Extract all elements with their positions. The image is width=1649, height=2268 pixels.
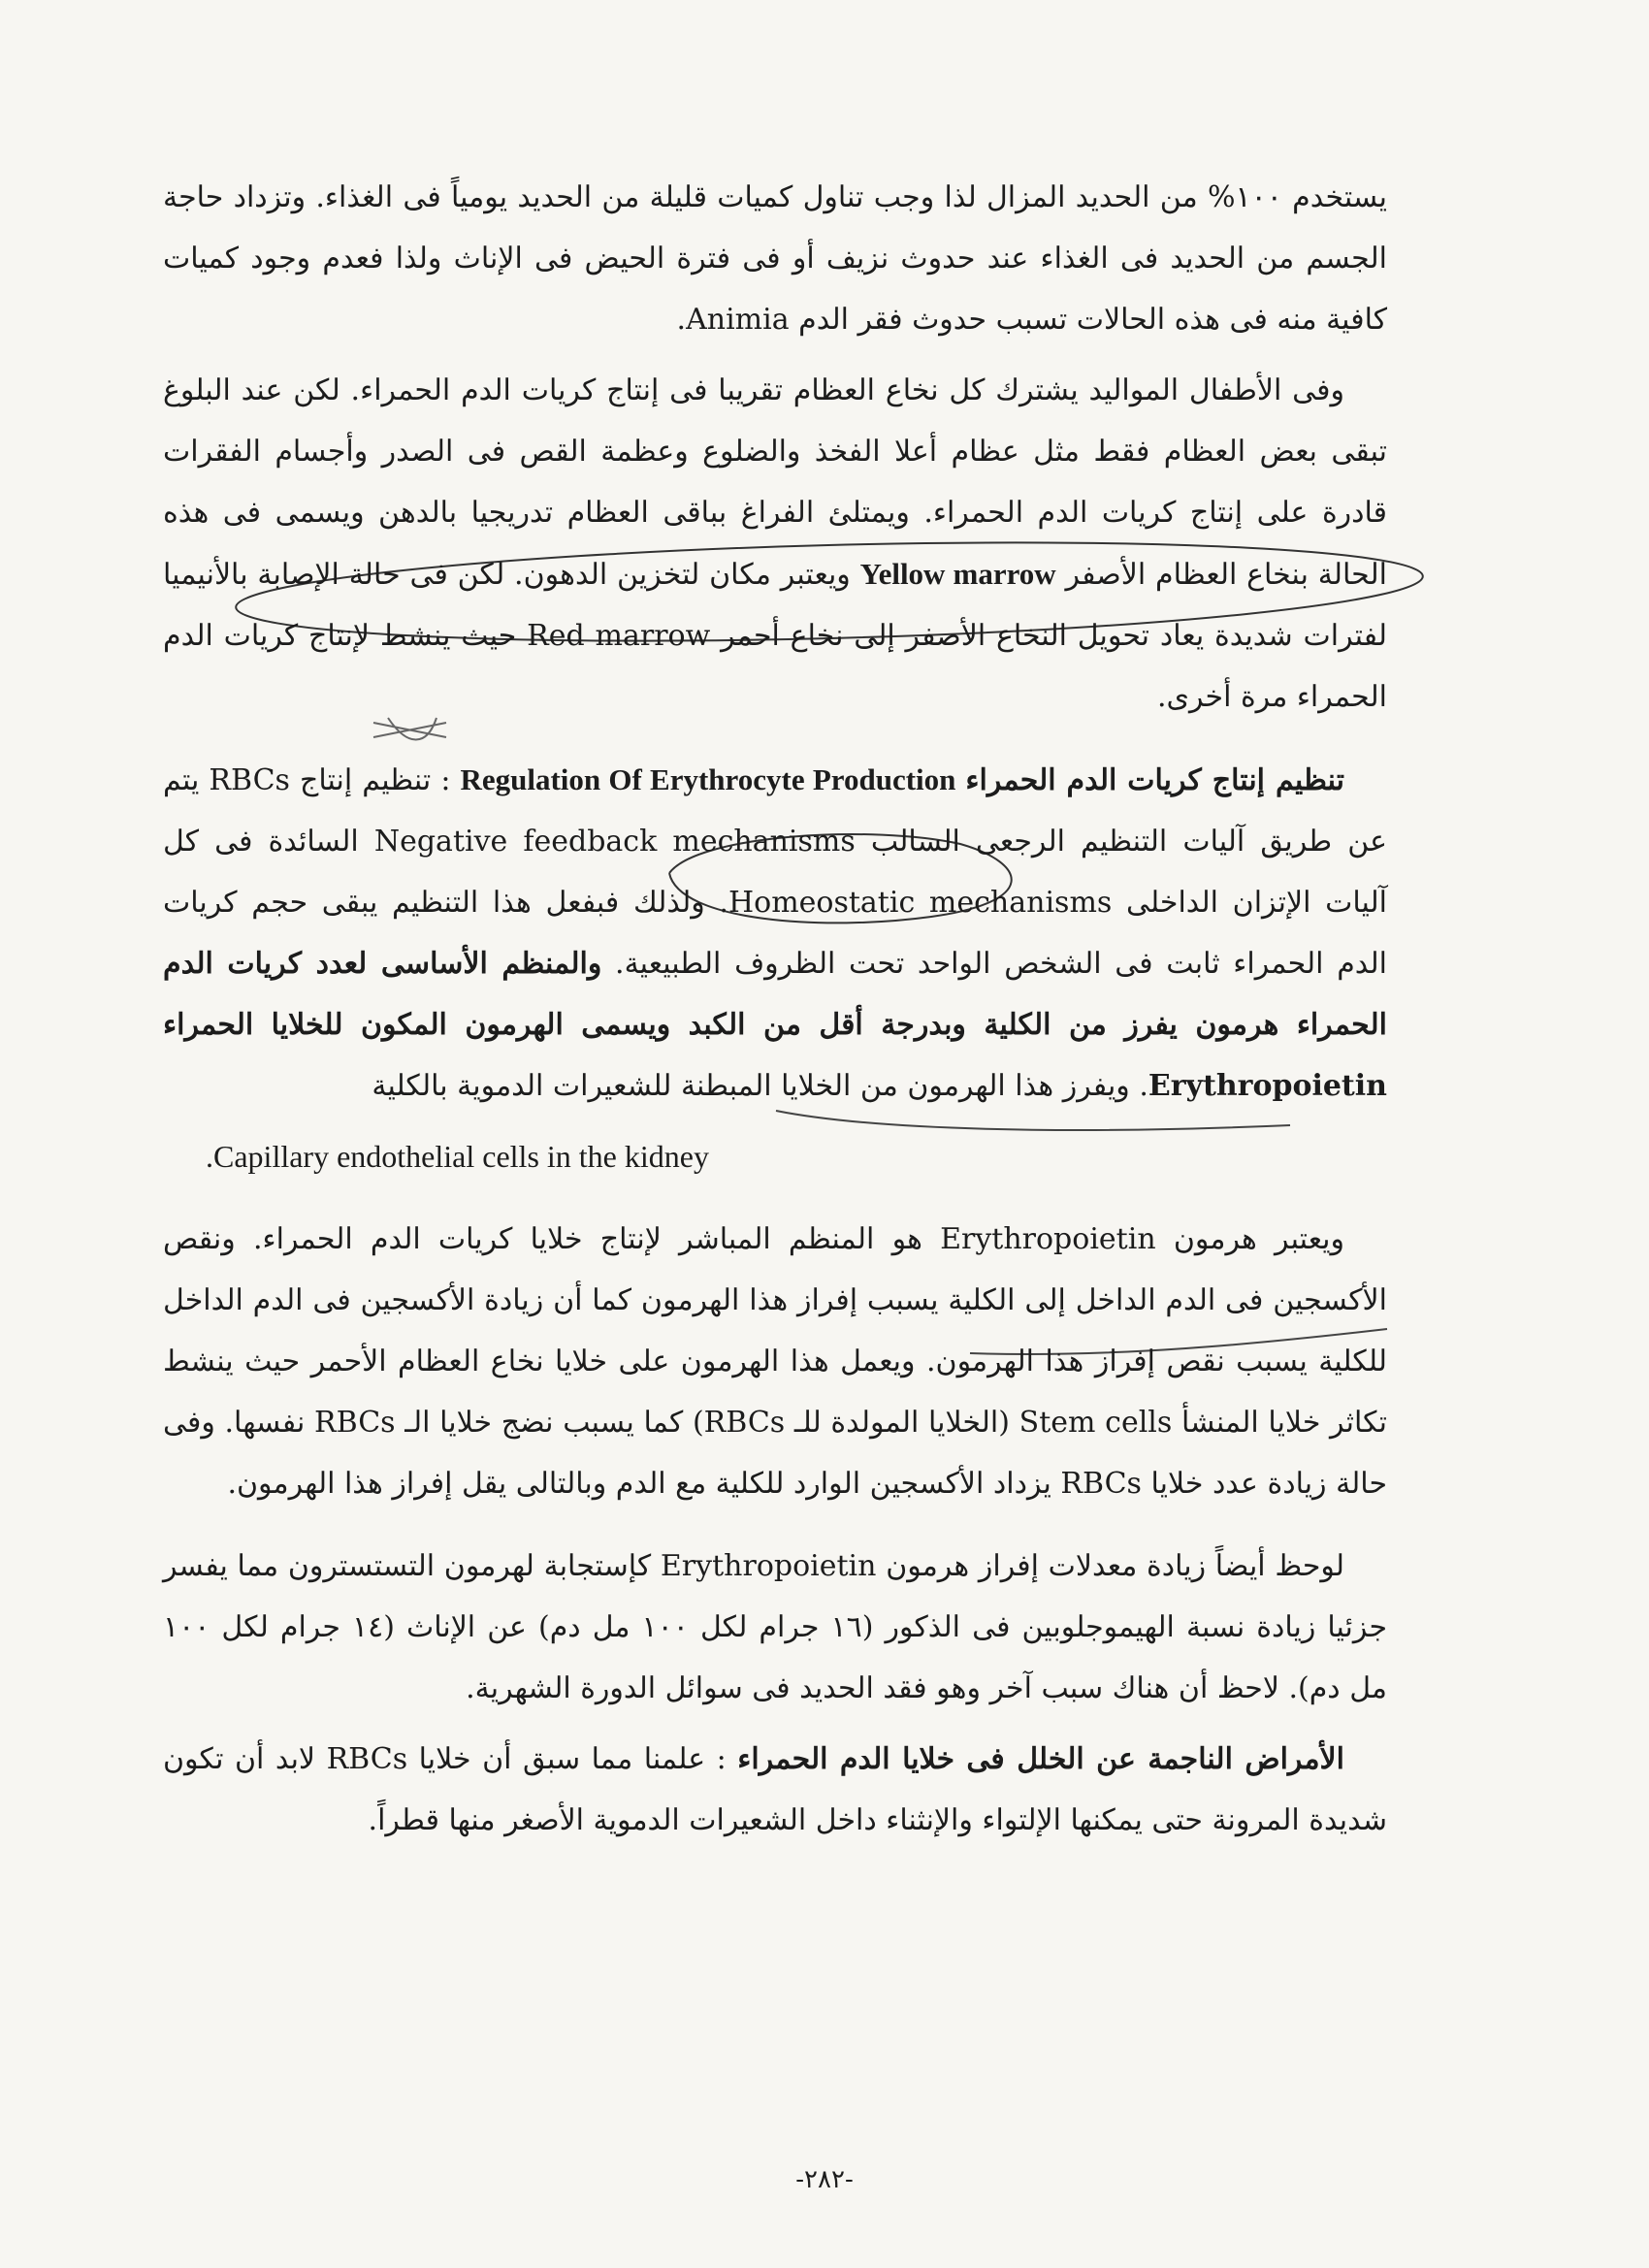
- yellow-marrow-term: Yellow marrow: [859, 557, 1056, 591]
- section-heading-english: Regulation Of Erythrocyte Production: [460, 762, 956, 796]
- paragraph: [163, 1729, 1387, 1851]
- document-body: [163, 167, 1387, 1861]
- paragraph-text: : تنظيم إنتاج RBCs يتم عن طريق آليات التنظيم الرجعى السالب Negative feedback mechanisms السائدة فى كل آليات الإتزان الداخلى Homeostatic mechanisms. ولذلك فبفعل هذا التنظيم يبقى حجم كريات الدم الحمراء ثابت فى الشخص الواحد تحت الظروف الطبيعية.: [163, 763, 1387, 981]
- paragraph: [163, 749, 1387, 1117]
- paragraph-text: : علمنا مما سبق أن خلايا RBCs لابد أن تكون شديدة المرونة حتى يمكنها الإلتواء والإنثناء داخل الشعيرات الدموية الأصغر منها قطراً.: [163, 1742, 1387, 1837]
- paragraph-text: . ويفرز هذا الهرمون من الخلايا المبطنة للشعيرات الدموية بالكلية: [372, 1069, 1148, 1103]
- paragraph-end-line: .Capillary endothelial cells in the kidney: [206, 1139, 709, 1174]
- bold-text: والمنظم الأساسى لعدد كريات الدم الحمراء هرمون يفرز من الكلية وبدرجة أقل من الكبد ويسمى الهرمون المكون للخلايا الحمراء Erythropoietin: [163, 947, 1387, 1103]
- page-number: -٢٨٢-: [795, 2165, 854, 2194]
- paragraph: [163, 360, 1387, 728]
- paragraph: ويعتبر هرمون Erythropoietin هو المنظم المباشر لإنتاج خلايا كريات الدم الحمراء. ونقص الأكسجين فى الدم الداخل إلى الكلية يسبب إفراز هذا الهرمون كما أن زيادة الأكسجين فى الدم الداخل للكلية يسبب نقص إفراز هذا الهرمون. ويعمل هذا الهرمون على خلايا نخاع العظام الأحمر حيث ينشط تكاثر خلايا المنشأ Stem cells (الخلايا المولدة للـ RBCs) كما يسبب نضج خلايا الـ RBCs نفسها. وفى حالة زيادة عدد خلايا RBCs يزداد الأكسجين الوارد للكلية مع الدم وبالتالى يقل إفراز هذا الهرمون.: [163, 1222, 1388, 1501]
- section-heading: الأمراض الناجمة عن الخلل فى خلايا الدم الحمراء: [737, 1742, 1344, 1776]
- paragraph: لوحظ أيضاً زيادة معدلات إفراز هرمون Erythropoietin كإستجابة لهرمون التستسترون مما يفسر جزئيا زيادة نسبة الهيموجلوبين فى الذكور (١٦ جرام لكل ١٠٠ مل دم) عن الإناث (١٤ جرام لكل ١٠٠ مل دم). لاحظ أن هناك سبب آخر وهو فقد الحديد فى سوائل الدورة الشهرية.: [163, 1549, 1388, 1705]
- section-heading: تنظيم إنتاج كريات الدم الحمراء: [965, 763, 1344, 797]
- paragraph: يستخدم ١٠٠% من الحديد المزال لذا وجب تناول كميات قليلة من الحديد يومياً فى الغذاء. وتزداد حاجة الجسم من الحديد فى الغذاء عند حدوث نزيف أو فى فترة الحيض فى الإناث ولذا فعدم وجود كميات كافية منه فى هذه الحالات تسبب حدوث فقر الدم Animia.: [163, 180, 1388, 337]
- paragraph-text: وفى الأطفال المواليد يشترك كل نخاع العظام تقريبا فى إنتاج كريات الدم الحمراء. لكن عند البلوغ تبقى بعض العظام فقط مثل عظام أعلا الفخذ والضلوع وعظمة القص فى الصدر وأجسام الفقرات قادرة على إنتاج كريات الدم الحمراء. ويمتلئ الفراغ بباقى العظام تدريجيا بالدهن ويسمى فى هذه الحالة بنخاع العظام الأصفر: [163, 373, 1388, 592]
- paragraph-text: ويعتبر مكان لتخزين الدهون. لكن فى حالة الإصابة بالأنيميا لفترات شديدة يعاد تحويل النخاع الأصفر إلى نخاع أحمر Red marrow حيث ينشط لإنتاج كريات الدم الحمراء مرة أخرى.: [163, 558, 1387, 714]
